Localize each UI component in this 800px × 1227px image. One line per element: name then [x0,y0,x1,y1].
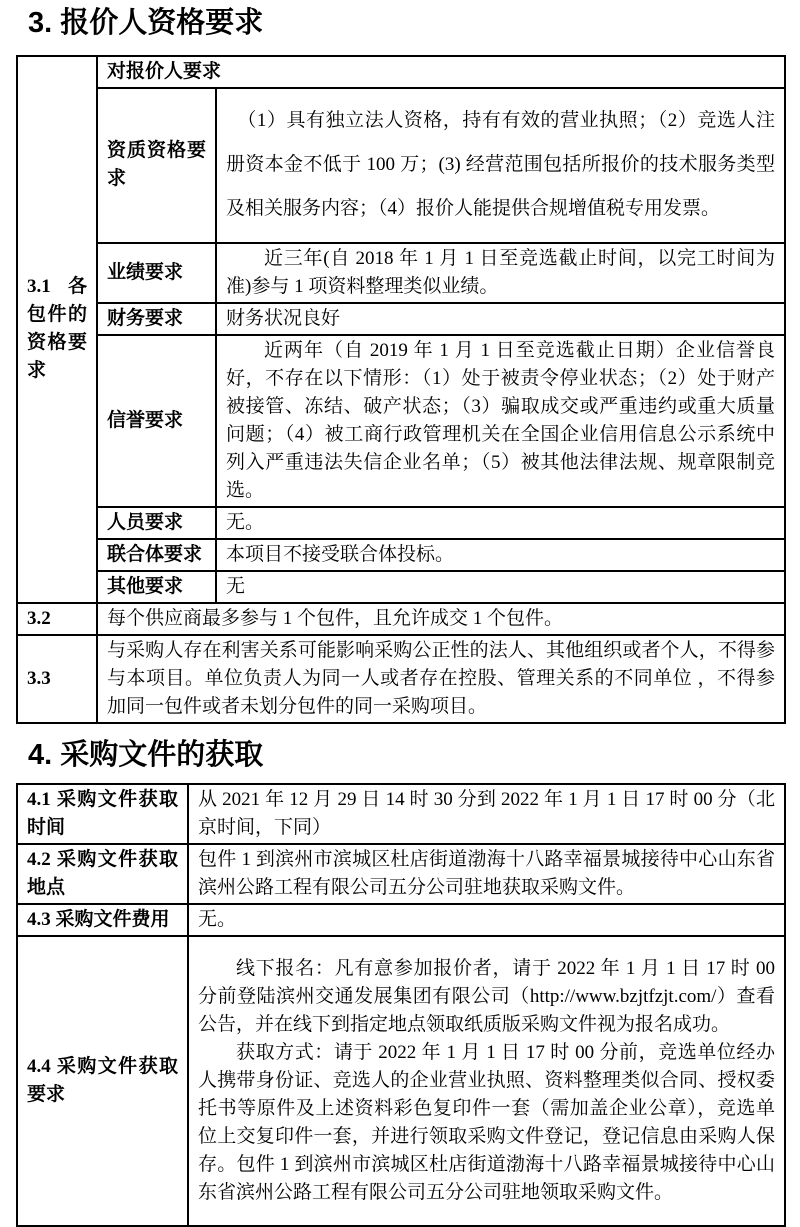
table-row [17,539,785,571]
acq-place-label-cell: 4.2 采购文件获取地点 [17,844,188,904]
reputation-label-cell: 信誉要求 [97,335,216,507]
table-row [17,303,785,335]
personnel-content-cell: 无。 [216,507,785,539]
acquisition-method-paragraph: 获取方式：请于 2022 年 1 月 1 日 17 时 00 分前，竞选单位经办人携带身份证、竞选人的企业营业执照、资料整理类似合同、授权委托书等原件及上述资料彩色复印件一套（需加盖企业公章），竞选单位上交复印件一套，并进行领取采购文件登记，登记信息由采购人保存。包件 1 到滨州市滨城区杜店街道渤海十八路幸福景城接待中心山东省滨州公路工程有限公司五分公司驻地领取采购文件。 [198,1041,775,1203]
finance-label-cell: 财务要求 [97,303,216,335]
table-row [17,635,785,723]
acq-place-content-cell: 包件 1 到滨州市滨城区杜店街道渤海十八路幸福景城接待中心山东省滨州公路工程有限公司五分公司驻地获取采购文件。 [188,844,785,904]
acq-requirements-label-cell: 4.4 采购文件获取要求 [17,936,188,1226]
acq-fee-content-cell: 无。 [188,904,785,936]
table-row [17,507,785,539]
table-row [17,243,785,303]
table-row [17,603,785,635]
row-3-3-label-cell: 3.3 [17,635,97,723]
consortium-label-cell: 联合体要求 [97,539,216,571]
other-req-content-cell: 无 [216,571,785,603]
other-req-label-cell: 其他要求 [97,571,216,603]
consortium-content-cell: 本项目不接受联合体投标。 [216,539,785,571]
acq-fee-label-cell: 4.3 采购文件费用 [17,904,188,936]
table-row [17,784,785,844]
performance-label-cell: 业绩要求 [97,243,216,303]
bidder-requirements-header-cell: 对报价人要求 [97,56,785,88]
table-row [17,844,785,904]
qualification-content-text: （1）具有独立法人资格，持有有效的营业执照；（2）竞选人注册资本金不低于 100 万；(3) 经营范围包括所报价的技术服务类型及相关服务内容；（4）报价人能提供合规增值税专用发票。 [226,110,776,220]
reputation-content-cell [216,335,785,507]
acq-time-label-cell: 4.1 采购文件获取时间 [17,784,188,844]
personnel-label-cell: 人员要求 [97,507,216,539]
qualification-content-cell [216,88,785,243]
table-row [17,335,785,507]
section-3-heading: 3. 报价人资格要求 [28,7,264,39]
table-row [17,936,785,1226]
section-4-heading: 4. 采购文件的获取 [28,738,264,771]
reputation-content-text: 近两年（自 2019 年 1 月 1 日至竞选截止日期）企业信誉良好，不存在以下情形：（1）处于被责令停业状态；（2）处于财产被接管、冻结、破产状态；（3）骗取成交或严重违约或重大质量问题；（4）被工商行政管理机关在全国企业信用信息公示系统中列入严重违法失信企业名单；（5）被其他法律法规、规章限制竞选。 [226,339,776,501]
performance-content-cell [216,243,785,303]
row-3-3-content-cell: 与采购人存在利害关系可能影响采购公正性的法人、其他组织或者个人，不得参与本项目。单位负责人为同一人或者存在控股、管理关系的不同单位 ，不得参加同一包件或者未划分包件的同一采购项目。 [97,635,785,723]
acq-time-content-cell: 从 2021 年 12 月 29 日 14 时 30 分到 2022 年 1 月 1 日 17 时 00 分（北京时间，下同） [188,784,785,844]
group-3-1-label-cell: 3.1 各包件的资格要求 [17,56,97,603]
row-3-2-content-cell: 每个供应商最多参与 1 个包件，且允许成交 1 个包件。 [97,603,785,635]
qualification-table [16,55,786,724]
table-row [17,56,785,88]
table-row [17,904,785,936]
row-3-2-label-cell: 3.2 [17,603,97,635]
performance-content-text: 近三年(自 2018 年 1 月 1 日至竞选截止时间，以完工时间为准)参与 1 项资料整理类似业绩。 [226,247,776,297]
finance-content-cell: 财务状况良好 [216,303,785,335]
table-row [17,88,785,243]
qualification-label-cell: 资质资格要求 [97,88,216,243]
acq-requirements-content-cell [188,936,785,1226]
offline-registration-paragraph: 线下报名：凡有意参加报价者，请于 2022 年 1 月 1 日 17 时 00 分前登陆滨州交通发展集团有限公司（http://www.bzjtfzjt.com/）查看公告，并在线下到指定地点领取纸质版采购文件视为报名成功。 [198,957,775,1035]
table-row [17,571,785,603]
document-acquisition-table [16,783,786,1227]
